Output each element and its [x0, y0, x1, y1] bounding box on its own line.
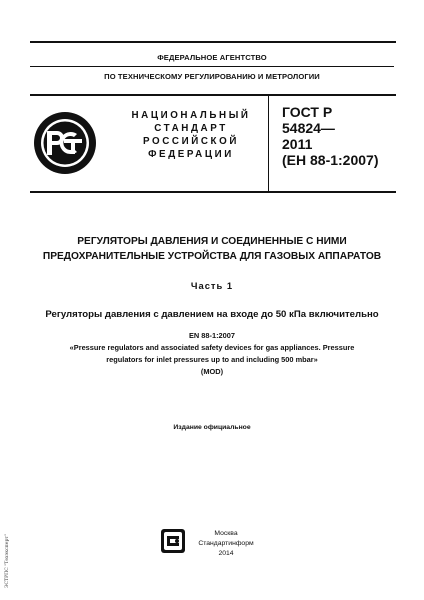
frame-top-rule: [30, 41, 396, 43]
designation-line: (ЕН 88-1:2007): [282, 152, 379, 168]
edition-label: Издание официальное: [173, 424, 251, 431]
part-label: Часть 1: [190, 280, 234, 291]
standard-type-line: РОССИЙСКОЙ: [143, 136, 239, 147]
standard-type-line: НАЦИОНАЛЬНЫЙ: [131, 110, 251, 121]
standard-type-line: СТАНДАРТ: [154, 123, 228, 134]
en-reference-mod: (MOD): [200, 367, 224, 376]
designation-line: ГОСТ Р: [282, 104, 333, 120]
agency-name: ФЕДЕРАЛЬНОЕ АГЕНТСТВО: [157, 53, 267, 62]
document-title-line: РЕГУЛЯТОРЫ ДАВЛЕНИЯ И СОЕДИНЕННЫЕ С НИМИ: [77, 236, 347, 247]
frame-middle-rule: [30, 94, 396, 96]
document-subtitle: Регуляторы давления с давлением на входе до 50 кПа включительно: [45, 309, 379, 320]
en-reference-code: EN 88-1:2007: [188, 331, 235, 340]
rst-logo-icon: [33, 111, 97, 175]
publisher-year: 2014: [218, 550, 234, 557]
frame-vertical-divider: [268, 96, 269, 191]
side-watermark-note: ЭСТРПС "Техэксперт": [5, 533, 10, 588]
agency-divider: [30, 66, 394, 67]
designation-line: 54824—: [282, 120, 335, 136]
document-title-line: ПРЕДОХРАНИТЕЛЬНЫЕ УСТРОЙСТВА ДЛЯ ГАЗОВЫХ АППАРАТОВ: [42, 251, 382, 262]
designation-line: 2011: [282, 136, 313, 152]
standartinform-logo-icon: [160, 528, 186, 554]
publisher-city: Москва: [214, 530, 238, 537]
publisher-name: Стандартинформ: [198, 540, 254, 547]
standard-type-line: ФЕДЕРАЦИИ: [148, 149, 234, 160]
en-reference-title: «Pressure regulators and associated safety devices for gas appliances. Pressure: [69, 343, 355, 352]
en-reference-title: regulators for inlet pressures up to and including 500 mbar»: [106, 355, 318, 364]
frame-bottom-rule: [30, 191, 396, 193]
agency-subtitle: ПО ТЕХНИЧЕСКОМУ РЕГУЛИРОВАНИЮ И МЕТРОЛОГИИ: [104, 72, 320, 81]
